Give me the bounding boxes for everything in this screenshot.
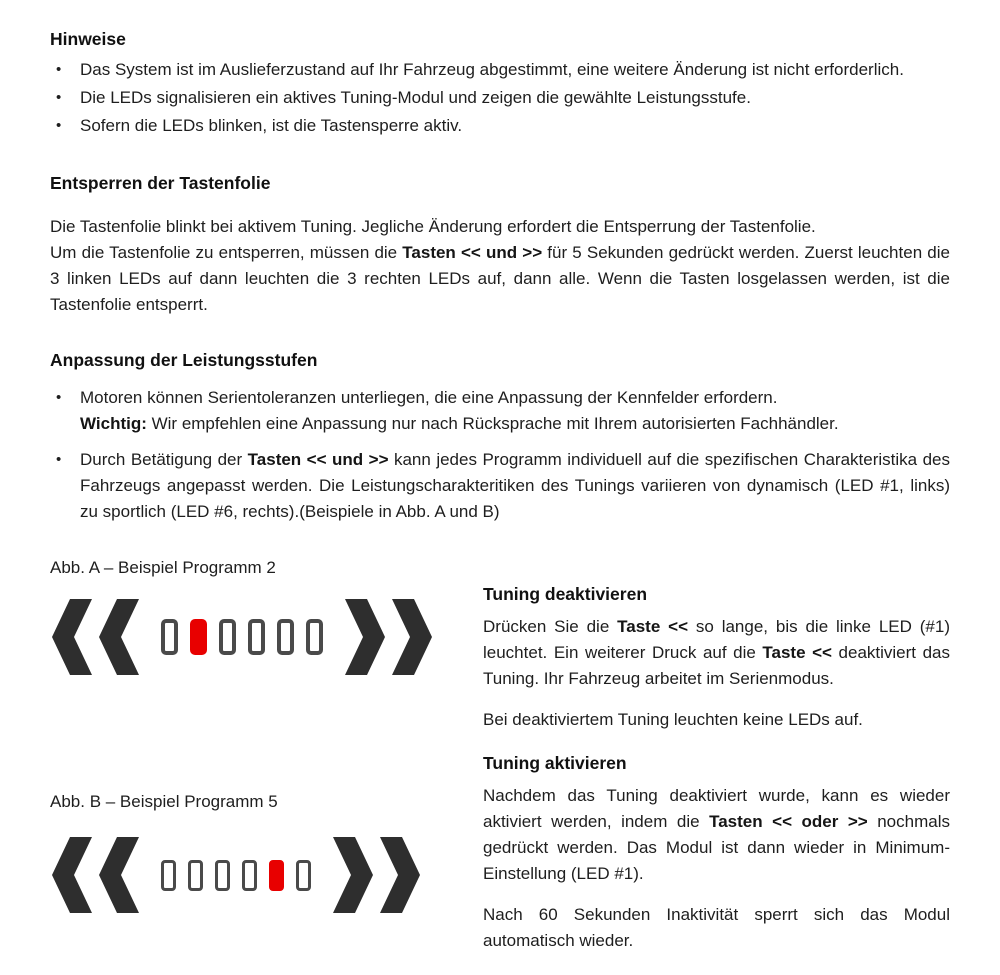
list-item	[50, 85, 950, 111]
chevron-left-icon	[52, 837, 92, 913]
chevron-right-double-icon	[345, 599, 432, 675]
bullet-icon: •	[56, 451, 62, 468]
figure-b-caption: Abb. B – Beispiel Programm 5	[50, 792, 278, 811]
list-item-text: Sofern die LEDs blinken, ist die Tastensperre aktiv.	[80, 116, 463, 135]
aktivieren-paragraph: Nachdem das Tuning deaktiviert wurde, kann es wieder aktiviert werden, indem die Tasten << oder >> nochmals gedrückt werden. Das Modul ist dann wieder in Minimum-Einstellung (LED #1).	[483, 786, 950, 883]
chevron-left-icon	[99, 599, 139, 675]
bullet-icon: •	[56, 61, 62, 78]
led-off-indicator	[277, 619, 294, 655]
led-off-indicator	[296, 860, 311, 891]
section-anpassung	[50, 349, 950, 525]
deaktivieren-paragraph: Drücken Sie die Taste << so lange, bis die linke LED (#1) leuchtet. Ein weiterer Druck auf die Taste << deaktiviert das Tuning. Ihr Fahrzeug arbeitet im Serienmodus.	[483, 617, 950, 688]
led-row	[161, 860, 311, 891]
led-off-indicator	[306, 619, 323, 655]
anpassung-title: Anpassung der Leistungsstufen	[50, 350, 318, 370]
led-off-indicator	[188, 860, 203, 891]
led-off-indicator	[161, 619, 178, 655]
led-off-indicator	[215, 860, 230, 891]
entsperren-paragraph: Die Tastenfolie blinkt bei aktivem Tuning. Jegliche Änderung erfordert die Entsperrung der Tastenfolie. Um die Tastenfolie zu entsperren, müssen die Tasten << und >> für 5 Sekunden gedrückt werden. Zuerst leuchten die 3 linken LEDs auf dann leuchten die 3 rechten LEDs auf, dann alle. Wenn die Tasten losgelassen werden, ist die Tastenfolie entsperrt.	[50, 217, 950, 314]
bullet-icon: •	[56, 389, 62, 406]
led-off-indicator	[219, 619, 236, 655]
list-item	[50, 447, 950, 525]
led-row	[161, 619, 323, 655]
chevron-left-icon	[52, 599, 92, 675]
chevron-right-icon	[392, 599, 432, 675]
led-off-indicator	[242, 860, 257, 891]
chevron-left-double-icon	[52, 837, 139, 913]
list-item-text: Das System ist im Auslieferzustand auf Ihr Fahrzeug abgestimmt, eine weitere Änderung ist nicht erforderlich.	[80, 60, 904, 79]
hinweise-list	[50, 57, 950, 139]
aktivieren-title: Tuning aktivieren	[483, 753, 627, 773]
list-item-text: Die LEDs signalisieren ein aktives Tuning-Modul und zeigen die gewählte Leistungsstufe.	[80, 88, 751, 107]
entsperren-title: Entsperren der Tastenfolie	[50, 173, 271, 193]
chevron-right-icon	[380, 837, 420, 913]
led-on-indicator	[269, 860, 284, 891]
chevron-left-icon	[99, 837, 139, 913]
chevron-right-icon	[333, 837, 373, 913]
instructions-column	[483, 583, 950, 969]
deaktivieren-title: Tuning deaktivieren	[483, 584, 648, 604]
chevron-left-double-icon	[52, 599, 139, 675]
aktivieren-note: Nach 60 Sekunden Inaktivität sperrt sich das Modul automatisch wieder.	[483, 905, 950, 950]
section-entsperren	[50, 172, 950, 318]
section-hinweise	[50, 28, 950, 139]
hinweise-title: Hinweise	[50, 29, 126, 49]
bullet-icon: •	[56, 89, 62, 106]
list-item	[50, 113, 950, 139]
led-off-indicator	[161, 860, 176, 891]
bullet-icon: •	[56, 117, 62, 134]
list-item	[50, 57, 950, 83]
list-item-text: Durch Betätigung der Tasten << und >> kann jedes Programm individuell auf die spezifischen Charakteristika des Fahrzeugs angepasst werden. Die Leistungscharakteritiken des Tunings variieren von dynamisch (LED #1, links) zu sportlich (LED #6, rechts).(Beispiele in Abb. A und B)	[80, 450, 950, 521]
section-tuning-deaktivieren	[483, 583, 950, 733]
list-item-text: Motoren können Serientoleranzen unterliegen, die eine Anpassung der Kennfelder erfordern. Wichtig: Wir empfehlen eine Anpassung nur nach Rücksprache mit Ihrem autorisierten Fachhändler.	[80, 388, 839, 433]
led-display-figure-a	[52, 599, 432, 675]
led-display-figure-b	[52, 837, 420, 913]
deaktivieren-note: Bei deaktiviertem Tuning leuchten keine LEDs auf.	[483, 710, 863, 729]
led-on-indicator	[190, 619, 207, 655]
list-item	[50, 385, 950, 437]
section-tuning-aktivieren	[483, 752, 950, 954]
figure-a-caption: Abb. A – Beispiel Programm 2	[50, 558, 276, 577]
chevron-right-double-icon	[333, 837, 420, 913]
figures-and-instructions	[50, 543, 950, 955]
anpassung-list	[50, 385, 950, 525]
chevron-right-icon	[345, 599, 385, 675]
led-off-indicator	[248, 619, 265, 655]
